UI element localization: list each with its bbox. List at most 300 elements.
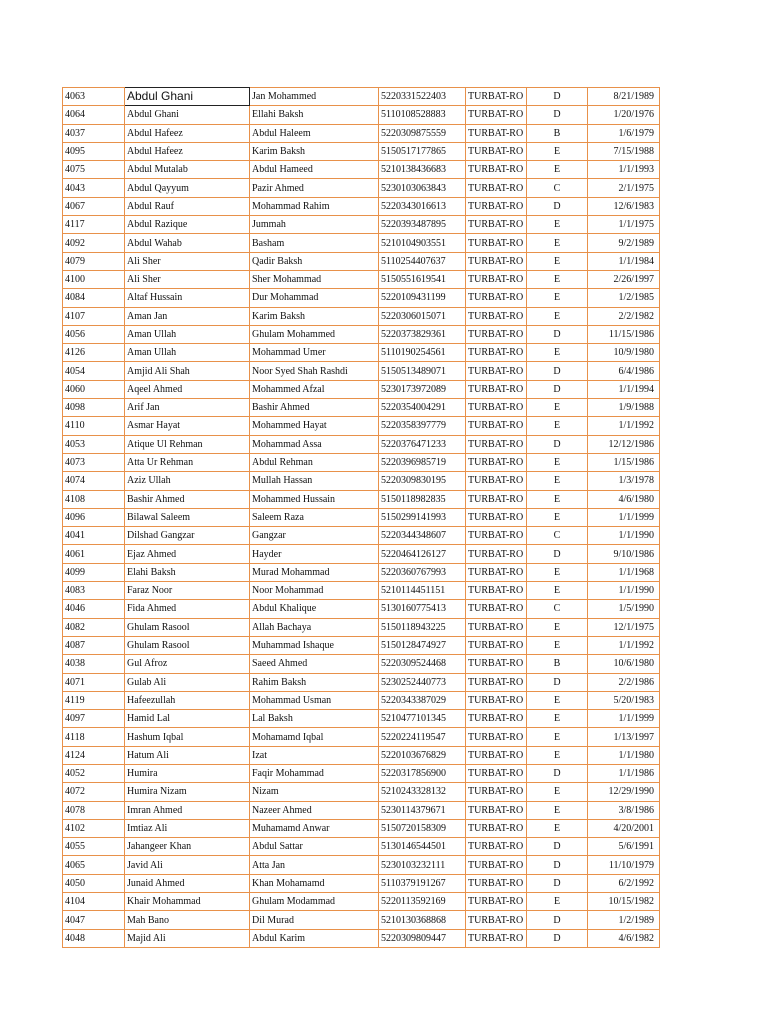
- station-cell[interactable]: TURBAT-RO: [466, 691, 527, 709]
- father-name-cell[interactable]: Mohammed Afzal: [250, 380, 379, 398]
- grade-cell[interactable]: D: [527, 911, 588, 929]
- station-cell[interactable]: TURBAT-RO: [466, 435, 527, 453]
- date-cell[interactable]: 1/6/1979: [588, 124, 660, 142]
- grade-cell[interactable]: E: [527, 728, 588, 746]
- date-cell[interactable]: 1/1/1975: [588, 216, 660, 234]
- station-cell[interactable]: TURBAT-RO: [466, 636, 527, 654]
- id-cell[interactable]: 4087: [63, 636, 125, 654]
- station-cell[interactable]: TURBAT-RO: [466, 270, 527, 288]
- father-name-cell[interactable]: Ghulam Modammad: [250, 893, 379, 911]
- station-cell[interactable]: TURBAT-RO: [466, 856, 527, 874]
- cnic-cell[interactable]: 5220396985719: [379, 453, 466, 471]
- station-cell[interactable]: TURBAT-RO: [466, 527, 527, 545]
- cnic-cell[interactable]: 5210243328132: [379, 783, 466, 801]
- name-cell[interactable]: Dilshad Gangzar: [125, 527, 250, 545]
- station-cell[interactable]: TURBAT-RO: [466, 234, 527, 252]
- grade-cell[interactable]: E: [527, 508, 588, 526]
- date-cell[interactable]: 1/1/1990: [588, 582, 660, 600]
- name-cell[interactable]: Atique Ul Rehman: [125, 435, 250, 453]
- date-cell[interactable]: 2/2/1986: [588, 673, 660, 691]
- father-name-cell[interactable]: Abdul Haleem: [250, 124, 379, 142]
- station-cell[interactable]: TURBAT-RO: [466, 124, 527, 142]
- name-cell[interactable]: Abdul Hafeez: [125, 124, 250, 142]
- station-cell[interactable]: TURBAT-RO: [466, 88, 527, 106]
- father-name-cell[interactable]: Mohammad Umer: [250, 344, 379, 362]
- date-cell[interactable]: 4/6/1980: [588, 490, 660, 508]
- station-cell[interactable]: TURBAT-RO: [466, 380, 527, 398]
- id-cell[interactable]: 4117: [63, 216, 125, 234]
- id-cell[interactable]: 4100: [63, 270, 125, 288]
- date-cell[interactable]: 1/2/1989: [588, 911, 660, 929]
- name-cell[interactable]: Abdul Hafeez: [125, 142, 250, 160]
- name-cell[interactable]: Aqeel Ahmed: [125, 380, 250, 398]
- id-cell[interactable]: 4119: [63, 691, 125, 709]
- date-cell[interactable]: 1/1/1980: [588, 746, 660, 764]
- father-name-cell[interactable]: Saeed Ahmed: [250, 655, 379, 673]
- station-cell[interactable]: TURBAT-RO: [466, 472, 527, 490]
- cnic-cell[interactable]: 5220109431199: [379, 289, 466, 307]
- name-cell[interactable]: Aman Ullah: [125, 325, 250, 343]
- cnic-cell[interactable]: 5110379191267: [379, 874, 466, 892]
- id-cell[interactable]: 4073: [63, 453, 125, 471]
- father-name-cell[interactable]: Mohammed Hussain: [250, 490, 379, 508]
- name-cell[interactable]: Ali Sher: [125, 270, 250, 288]
- station-cell[interactable]: TURBAT-RO: [466, 453, 527, 471]
- father-name-cell[interactable]: Rahim Baksh: [250, 673, 379, 691]
- cnic-cell[interactable]: 5220113592169: [379, 893, 466, 911]
- grade-cell[interactable]: C: [527, 600, 588, 618]
- name-cell[interactable]: Aman Jan: [125, 307, 250, 325]
- cnic-cell[interactable]: 5220358397779: [379, 417, 466, 435]
- cnic-cell[interactable]: 5220360767993: [379, 563, 466, 581]
- father-name-cell[interactable]: Muhamamd Anwar: [250, 819, 379, 837]
- grade-cell[interactable]: E: [527, 801, 588, 819]
- father-name-cell[interactable]: Nazeer Ahmed: [250, 801, 379, 819]
- id-cell[interactable]: 4095: [63, 142, 125, 160]
- id-cell[interactable]: 4082: [63, 618, 125, 636]
- father-name-cell[interactable]: Allah Bachaya: [250, 618, 379, 636]
- name-cell[interactable]: Humira Nizam: [125, 783, 250, 801]
- grade-cell[interactable]: E: [527, 270, 588, 288]
- cnic-cell[interactable]: 5220343016613: [379, 197, 466, 215]
- id-cell[interactable]: 4108: [63, 490, 125, 508]
- date-cell[interactable]: 1/1/1993: [588, 161, 660, 179]
- date-cell[interactable]: 12/29/1990: [588, 783, 660, 801]
- cnic-cell[interactable]: 5220224119547: [379, 728, 466, 746]
- grade-cell[interactable]: E: [527, 216, 588, 234]
- station-cell[interactable]: TURBAT-RO: [466, 582, 527, 600]
- date-cell[interactable]: 1/1/1992: [588, 636, 660, 654]
- station-cell[interactable]: TURBAT-RO: [466, 801, 527, 819]
- grade-cell[interactable]: E: [527, 893, 588, 911]
- grade-cell[interactable]: D: [527, 673, 588, 691]
- name-cell[interactable]: Abdul Razique: [125, 216, 250, 234]
- name-cell[interactable]: Abdul Ghani: [125, 106, 250, 124]
- station-cell[interactable]: TURBAT-RO: [466, 874, 527, 892]
- name-cell[interactable]: Gulab Ali: [125, 673, 250, 691]
- id-cell[interactable]: 4118: [63, 728, 125, 746]
- date-cell[interactable]: 1/20/1976: [588, 106, 660, 124]
- id-cell[interactable]: 4079: [63, 252, 125, 270]
- father-name-cell[interactable]: Murad Mohammad: [250, 563, 379, 581]
- station-cell[interactable]: TURBAT-RO: [466, 289, 527, 307]
- station-cell[interactable]: TURBAT-RO: [466, 252, 527, 270]
- grade-cell[interactable]: E: [527, 563, 588, 581]
- father-name-cell[interactable]: Khan Mohamamd: [250, 874, 379, 892]
- father-name-cell[interactable]: Abdul Khalique: [250, 600, 379, 618]
- name-cell[interactable]: Aziz Ullah: [125, 472, 250, 490]
- grade-cell[interactable]: E: [527, 710, 588, 728]
- cnic-cell[interactable]: 5230103232111: [379, 856, 466, 874]
- date-cell[interactable]: 12/1/1975: [588, 618, 660, 636]
- name-cell[interactable]: Arif Jan: [125, 399, 250, 417]
- id-cell[interactable]: 4054: [63, 362, 125, 380]
- grade-cell[interactable]: D: [527, 325, 588, 343]
- father-name-cell[interactable]: Saleem Raza: [250, 508, 379, 526]
- id-cell[interactable]: 4048: [63, 929, 125, 947]
- grade-cell[interactable]: D: [527, 838, 588, 856]
- id-cell[interactable]: 4047: [63, 911, 125, 929]
- date-cell[interactable]: 12/12/1986: [588, 435, 660, 453]
- cnic-cell[interactable]: 5150299141993: [379, 508, 466, 526]
- date-cell[interactable]: 6/4/1986: [588, 362, 660, 380]
- station-cell[interactable]: TURBAT-RO: [466, 746, 527, 764]
- grade-cell[interactable]: E: [527, 234, 588, 252]
- grade-cell[interactable]: D: [527, 197, 588, 215]
- grade-cell[interactable]: E: [527, 307, 588, 325]
- cnic-cell[interactable]: 5220306015071: [379, 307, 466, 325]
- father-name-cell[interactable]: Mohammed Hayat: [250, 417, 379, 435]
- name-cell[interactable]: Ghulam Rasool: [125, 618, 250, 636]
- grade-cell[interactable]: C: [527, 527, 588, 545]
- father-name-cell[interactable]: Karim Baksh: [250, 307, 379, 325]
- name-cell[interactable]: Asmar Hayat: [125, 417, 250, 435]
- cnic-cell[interactable]: 5210138436683: [379, 161, 466, 179]
- id-cell[interactable]: 4063: [63, 88, 125, 106]
- father-name-cell[interactable]: Izat: [250, 746, 379, 764]
- father-name-cell[interactable]: Abdul Karim: [250, 929, 379, 947]
- name-cell[interactable]: Ejaz Ahmed: [125, 545, 250, 563]
- station-cell[interactable]: TURBAT-RO: [466, 106, 527, 124]
- date-cell[interactable]: 9/10/1986: [588, 545, 660, 563]
- cnic-cell[interactable]: 5150517177865: [379, 142, 466, 160]
- cnic-cell[interactable]: 5220464126127: [379, 545, 466, 563]
- station-cell[interactable]: TURBAT-RO: [466, 728, 527, 746]
- grade-cell[interactable]: E: [527, 289, 588, 307]
- station-cell[interactable]: TURBAT-RO: [466, 362, 527, 380]
- date-cell[interactable]: 4/20/2001: [588, 819, 660, 837]
- grade-cell[interactable]: E: [527, 691, 588, 709]
- grade-cell[interactable]: E: [527, 399, 588, 417]
- id-cell[interactable]: 4078: [63, 801, 125, 819]
- grade-cell[interactable]: B: [527, 655, 588, 673]
- date-cell[interactable]: 2/2/1982: [588, 307, 660, 325]
- father-name-cell[interactable]: Mohamamd Iqbal: [250, 728, 379, 746]
- id-cell[interactable]: 4074: [63, 472, 125, 490]
- name-cell[interactable]: Mah Bano: [125, 911, 250, 929]
- id-cell[interactable]: 4096: [63, 508, 125, 526]
- cnic-cell[interactable]: 5220309809447: [379, 929, 466, 947]
- name-cell[interactable]: Hamid Lal: [125, 710, 250, 728]
- grade-cell[interactable]: E: [527, 618, 588, 636]
- name-cell[interactable]: Abdul Wahab: [125, 234, 250, 252]
- grade-cell[interactable]: D: [527, 88, 588, 106]
- grade-cell[interactable]: E: [527, 142, 588, 160]
- cnic-cell[interactable]: 5210477101345: [379, 710, 466, 728]
- cnic-cell[interactable]: 5220343387029: [379, 691, 466, 709]
- father-name-cell[interactable]: Dur Mohammad: [250, 289, 379, 307]
- grade-cell[interactable]: E: [527, 417, 588, 435]
- cnic-cell[interactable]: 5230173972089: [379, 380, 466, 398]
- cnic-cell[interactable]: 5220373829361: [379, 325, 466, 343]
- date-cell[interactable]: 11/10/1979: [588, 856, 660, 874]
- station-cell[interactable]: TURBAT-RO: [466, 417, 527, 435]
- grade-cell[interactable]: D: [527, 545, 588, 563]
- id-cell[interactable]: 4083: [63, 582, 125, 600]
- name-cell[interactable]: Abdul Mutalab: [125, 161, 250, 179]
- date-cell[interactable]: 3/8/1986: [588, 801, 660, 819]
- station-cell[interactable]: TURBAT-RO: [466, 600, 527, 618]
- cnic-cell[interactable]: 5220331522403: [379, 88, 466, 106]
- date-cell[interactable]: 1/5/1990: [588, 600, 660, 618]
- id-cell[interactable]: 4056: [63, 325, 125, 343]
- id-cell[interactable]: 4075: [63, 161, 125, 179]
- id-cell[interactable]: 4084: [63, 289, 125, 307]
- cnic-cell[interactable]: 5230114379671: [379, 801, 466, 819]
- id-cell[interactable]: 4041: [63, 527, 125, 545]
- id-cell[interactable]: 4107: [63, 307, 125, 325]
- name-cell[interactable]: Fida Ahmed: [125, 600, 250, 618]
- grade-cell[interactable]: D: [527, 874, 588, 892]
- date-cell[interactable]: 10/15/1982: [588, 893, 660, 911]
- id-cell[interactable]: 4043: [63, 179, 125, 197]
- cnic-cell[interactable]: 5220344348607: [379, 527, 466, 545]
- father-name-cell[interactable]: Mullah Hassan: [250, 472, 379, 490]
- name-cell[interactable]: Jahangeer Khan: [125, 838, 250, 856]
- cnic-cell[interactable]: 5110190254561: [379, 344, 466, 362]
- id-cell[interactable]: 4065: [63, 856, 125, 874]
- date-cell[interactable]: 1/1/1999: [588, 710, 660, 728]
- name-cell[interactable]: Abdul Ghani: [125, 88, 250, 106]
- grade-cell[interactable]: E: [527, 490, 588, 508]
- name-cell[interactable]: Hashum Iqbal: [125, 728, 250, 746]
- father-name-cell[interactable]: Abdul Hameed: [250, 161, 379, 179]
- cnic-cell[interactable]: 5220393487895: [379, 216, 466, 234]
- name-cell[interactable]: Imtiaz Ali: [125, 819, 250, 837]
- cnic-cell[interactable]: 5220317856900: [379, 764, 466, 782]
- grade-cell[interactable]: E: [527, 472, 588, 490]
- id-cell[interactable]: 4092: [63, 234, 125, 252]
- id-cell[interactable]: 4064: [63, 106, 125, 124]
- station-cell[interactable]: TURBAT-RO: [466, 161, 527, 179]
- station-cell[interactable]: TURBAT-RO: [466, 490, 527, 508]
- grade-cell[interactable]: E: [527, 636, 588, 654]
- father-name-cell[interactable]: Abdul Sattar: [250, 838, 379, 856]
- father-name-cell[interactable]: Mohammad Rahim: [250, 197, 379, 215]
- name-cell[interactable]: Ali Sher: [125, 252, 250, 270]
- cnic-cell[interactable]: 5220103676829: [379, 746, 466, 764]
- name-cell[interactable]: Hatum Ali: [125, 746, 250, 764]
- father-name-cell[interactable]: Jummah: [250, 216, 379, 234]
- date-cell[interactable]: 1/1/1984: [588, 252, 660, 270]
- station-cell[interactable]: TURBAT-RO: [466, 783, 527, 801]
- father-name-cell[interactable]: Mohammad Usman: [250, 691, 379, 709]
- father-name-cell[interactable]: Gangzar: [250, 527, 379, 545]
- cnic-cell[interactable]: 5220309875559: [379, 124, 466, 142]
- father-name-cell[interactable]: Noor Mohammad: [250, 582, 379, 600]
- grade-cell[interactable]: D: [527, 435, 588, 453]
- station-cell[interactable]: TURBAT-RO: [466, 142, 527, 160]
- date-cell[interactable]: 1/3/1978: [588, 472, 660, 490]
- date-cell[interactable]: 8/21/1989: [588, 88, 660, 106]
- date-cell[interactable]: 1/2/1985: [588, 289, 660, 307]
- id-cell[interactable]: 4110: [63, 417, 125, 435]
- station-cell[interactable]: TURBAT-RO: [466, 764, 527, 782]
- grade-cell[interactable]: E: [527, 746, 588, 764]
- id-cell[interactable]: 4104: [63, 893, 125, 911]
- date-cell[interactable]: 1/15/1986: [588, 453, 660, 471]
- name-cell[interactable]: Amjid Ali Shah: [125, 362, 250, 380]
- cnic-cell[interactable]: 5220354004291: [379, 399, 466, 417]
- father-name-cell[interactable]: Dil Murad: [250, 911, 379, 929]
- grade-cell[interactable]: E: [527, 819, 588, 837]
- date-cell[interactable]: 11/15/1986: [588, 325, 660, 343]
- station-cell[interactable]: TURBAT-RO: [466, 893, 527, 911]
- grade-cell[interactable]: D: [527, 362, 588, 380]
- name-cell[interactable]: Bilawal Saleem: [125, 508, 250, 526]
- father-name-cell[interactable]: Muhammad Ishaque: [250, 636, 379, 654]
- cnic-cell[interactable]: 5150720158309: [379, 819, 466, 837]
- name-cell[interactable]: Imran Ahmed: [125, 801, 250, 819]
- grade-cell[interactable]: E: [527, 161, 588, 179]
- date-cell[interactable]: 1/1/1968: [588, 563, 660, 581]
- father-name-cell[interactable]: Ghulam Mohammed: [250, 325, 379, 343]
- id-cell[interactable]: 4060: [63, 380, 125, 398]
- cnic-cell[interactable]: 5110108528883: [379, 106, 466, 124]
- name-cell[interactable]: Abdul Qayyum: [125, 179, 250, 197]
- date-cell[interactable]: 5/20/1983: [588, 691, 660, 709]
- name-cell[interactable]: Bashir Ahmed: [125, 490, 250, 508]
- date-cell[interactable]: 9/2/1989: [588, 234, 660, 252]
- grade-cell[interactable]: E: [527, 344, 588, 362]
- station-cell[interactable]: TURBAT-RO: [466, 563, 527, 581]
- father-name-cell[interactable]: Lal Baksh: [250, 710, 379, 728]
- id-cell[interactable]: 4071: [63, 673, 125, 691]
- grade-cell[interactable]: E: [527, 783, 588, 801]
- cnic-cell[interactable]: 5220309524468: [379, 655, 466, 673]
- name-cell[interactable]: Humira: [125, 764, 250, 782]
- cnic-cell[interactable]: 5130146544501: [379, 838, 466, 856]
- date-cell[interactable]: 1/13/1997: [588, 728, 660, 746]
- station-cell[interactable]: TURBAT-RO: [466, 655, 527, 673]
- name-cell[interactable]: Altaf Hussain: [125, 289, 250, 307]
- station-cell[interactable]: TURBAT-RO: [466, 929, 527, 947]
- grade-cell[interactable]: E: [527, 252, 588, 270]
- cnic-cell[interactable]: 5130160775413: [379, 600, 466, 618]
- date-cell[interactable]: 1/1/1992: [588, 417, 660, 435]
- father-name-cell[interactable]: Sher Mohammad: [250, 270, 379, 288]
- station-cell[interactable]: TURBAT-RO: [466, 179, 527, 197]
- station-cell[interactable]: TURBAT-RO: [466, 618, 527, 636]
- name-cell[interactable]: Ghulam Rasool: [125, 636, 250, 654]
- cnic-cell[interactable]: 5230252440773: [379, 673, 466, 691]
- date-cell[interactable]: 1/1/1999: [588, 508, 660, 526]
- date-cell[interactable]: 1/1/1990: [588, 527, 660, 545]
- father-name-cell[interactable]: Noor Syed Shah Rashdi: [250, 362, 379, 380]
- station-cell[interactable]: TURBAT-RO: [466, 673, 527, 691]
- name-cell[interactable]: Junaid Ahmed: [125, 874, 250, 892]
- date-cell[interactable]: 6/2/1992: [588, 874, 660, 892]
- station-cell[interactable]: TURBAT-RO: [466, 216, 527, 234]
- id-cell[interactable]: 4098: [63, 399, 125, 417]
- father-name-cell[interactable]: Qadir Baksh: [250, 252, 379, 270]
- station-cell[interactable]: TURBAT-RO: [466, 325, 527, 343]
- date-cell[interactable]: 2/1/1975: [588, 179, 660, 197]
- date-cell[interactable]: 5/6/1991: [588, 838, 660, 856]
- name-cell[interactable]: Gul Afroz: [125, 655, 250, 673]
- id-cell[interactable]: 4099: [63, 563, 125, 581]
- cnic-cell[interactable]: 5150118943225: [379, 618, 466, 636]
- station-cell[interactable]: TURBAT-RO: [466, 307, 527, 325]
- id-cell[interactable]: 4037: [63, 124, 125, 142]
- date-cell[interactable]: 1/1/1994: [588, 380, 660, 398]
- station-cell[interactable]: TURBAT-RO: [466, 838, 527, 856]
- id-cell[interactable]: 4072: [63, 783, 125, 801]
- father-name-cell[interactable]: Mohammad Assa: [250, 435, 379, 453]
- cnic-cell[interactable]: 5150128474927: [379, 636, 466, 654]
- name-cell[interactable]: Faraz Noor: [125, 582, 250, 600]
- name-cell[interactable]: Aman Ullah: [125, 344, 250, 362]
- id-cell[interactable]: 4053: [63, 435, 125, 453]
- id-cell[interactable]: 4102: [63, 819, 125, 837]
- id-cell[interactable]: 4038: [63, 655, 125, 673]
- date-cell[interactable]: 10/9/1980: [588, 344, 660, 362]
- name-cell[interactable]: Majid Ali: [125, 929, 250, 947]
- id-cell[interactable]: 4061: [63, 545, 125, 563]
- cnic-cell[interactable]: 5110254407637: [379, 252, 466, 270]
- grade-cell[interactable]: D: [527, 764, 588, 782]
- grade-cell[interactable]: D: [527, 380, 588, 398]
- father-name-cell[interactable]: Ellahi Baksh: [250, 106, 379, 124]
- grade-cell[interactable]: C: [527, 179, 588, 197]
- date-cell[interactable]: 7/15/1988: [588, 142, 660, 160]
- cnic-cell[interactable]: 5230103063843: [379, 179, 466, 197]
- station-cell[interactable]: TURBAT-RO: [466, 819, 527, 837]
- father-name-cell[interactable]: Nizam: [250, 783, 379, 801]
- id-cell[interactable]: 4124: [63, 746, 125, 764]
- id-cell[interactable]: 4067: [63, 197, 125, 215]
- cnic-cell[interactable]: 5150513489071: [379, 362, 466, 380]
- father-name-cell[interactable]: Pazir Ahmed: [250, 179, 379, 197]
- father-name-cell[interactable]: Jan Mohammed: [250, 88, 379, 106]
- name-cell[interactable]: Hafeezullah: [125, 691, 250, 709]
- grade-cell[interactable]: D: [527, 856, 588, 874]
- date-cell[interactable]: 1/1/1986: [588, 764, 660, 782]
- cnic-cell[interactable]: 5220309830195: [379, 472, 466, 490]
- date-cell[interactable]: 10/6/1980: [588, 655, 660, 673]
- father-name-cell[interactable]: Hayder: [250, 545, 379, 563]
- date-cell[interactable]: 2/26/1997: [588, 270, 660, 288]
- father-name-cell[interactable]: Faqir Mohammad: [250, 764, 379, 782]
- name-cell[interactable]: Javid Ali: [125, 856, 250, 874]
- station-cell[interactable]: TURBAT-RO: [466, 197, 527, 215]
- station-cell[interactable]: TURBAT-RO: [466, 344, 527, 362]
- father-name-cell[interactable]: Basham: [250, 234, 379, 252]
- cnic-cell[interactable]: 5220376471233: [379, 435, 466, 453]
- name-cell[interactable]: Elahi Baksh: [125, 563, 250, 581]
- name-cell[interactable]: Khair Mohammad: [125, 893, 250, 911]
- grade-cell[interactable]: D: [527, 106, 588, 124]
